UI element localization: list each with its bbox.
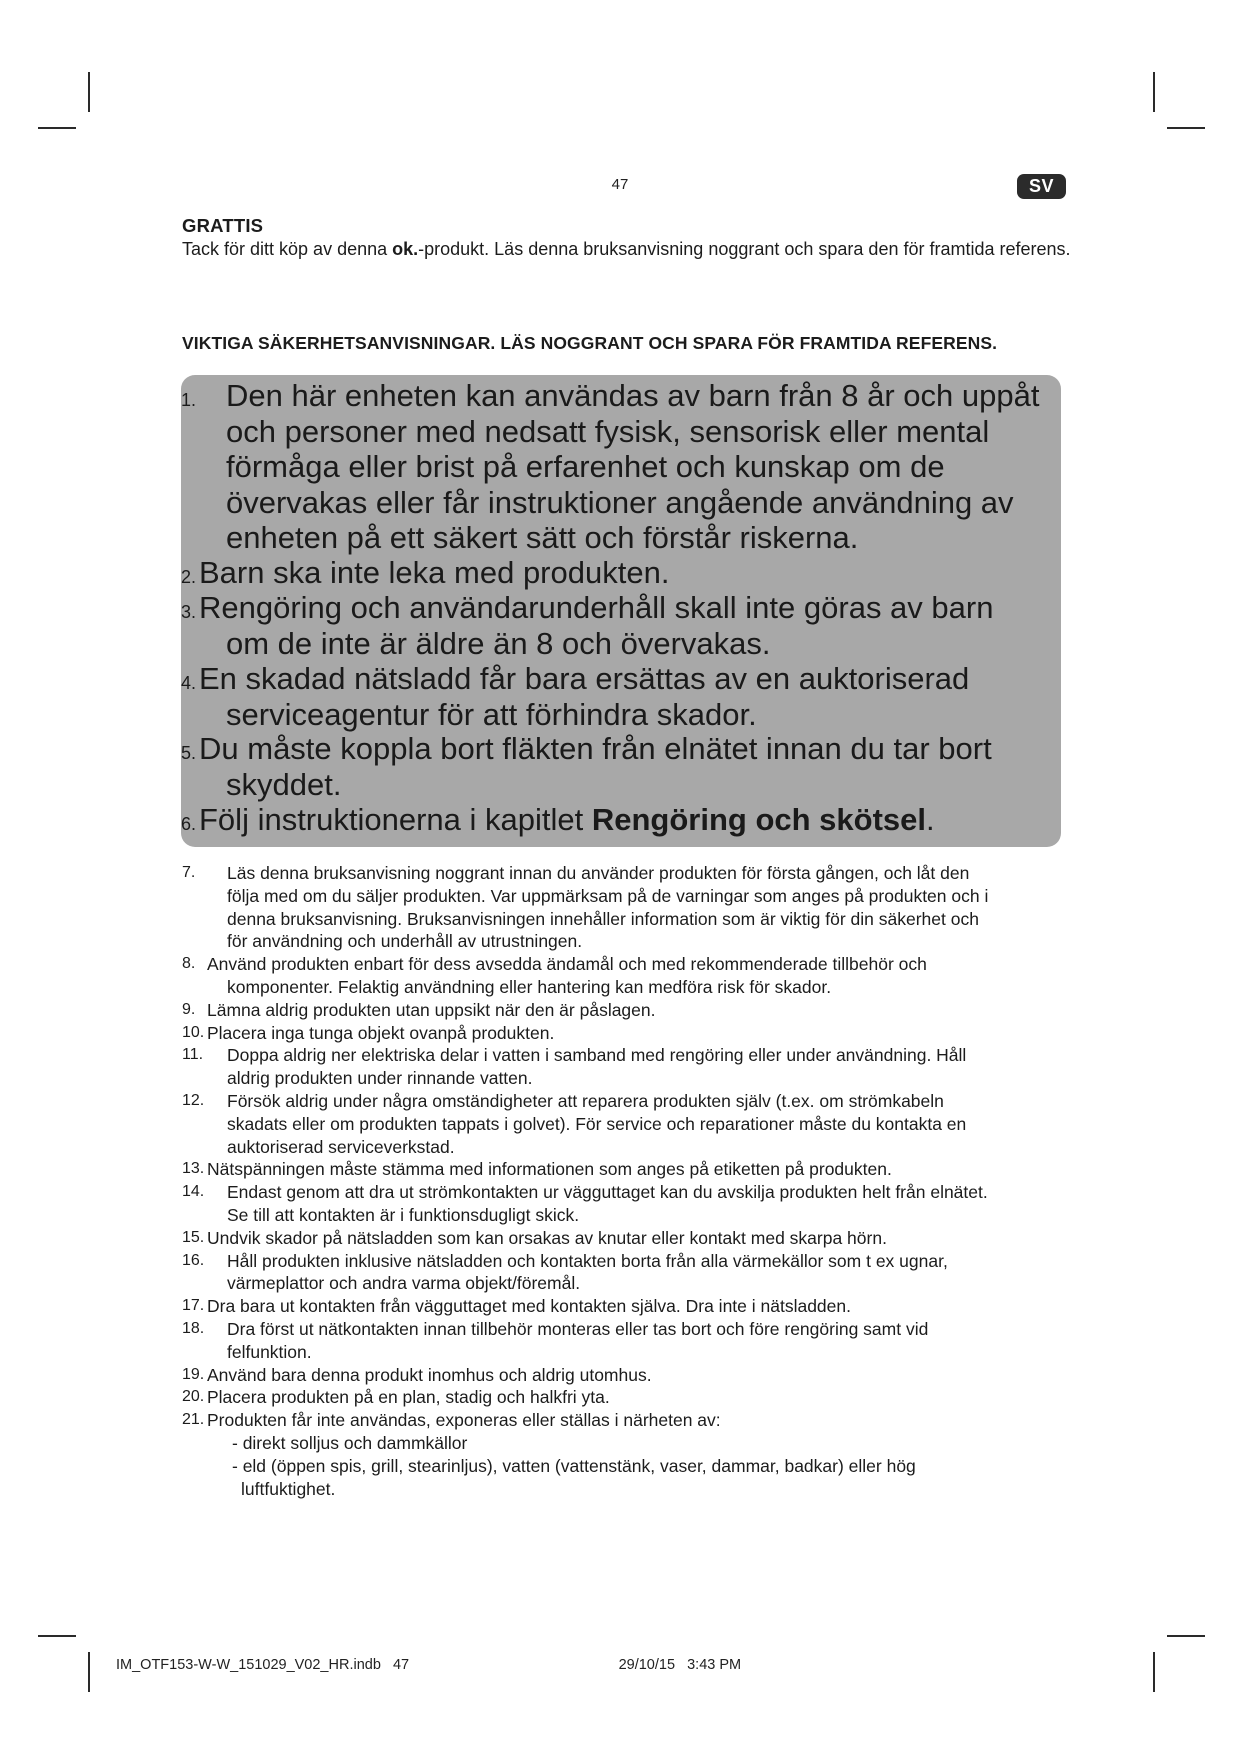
warning-line: övervakas eller får instruktioner angående användning av	[226, 484, 1014, 520]
item-line: följa med om du säljer produkten. Var uppmärksam på de varningar som anges på produkten och i	[227, 885, 989, 906]
item-line: Undvik skador på nätsladden som kan orsakas av knutar eller kontakt med skarpa hörn.	[207, 1227, 887, 1248]
intro-text: -produkt. Läs denna bruksanvisning noggrant och spara den för framtida referens.	[418, 239, 1071, 259]
intro-paragraph	[182, 238, 1072, 261]
warning-line: Den här enheten kan användas av barn från 8 år och uppåt	[226, 378, 1040, 413]
warning-line: om de inte är äldre än 8 och övervakas.	[226, 625, 771, 661]
warning-text	[199, 802, 935, 838]
sub-item	[207, 1432, 1067, 1455]
warning-line: Följ instruktionerna i kapitlet	[199, 802, 592, 837]
warning-number: 3.	[181, 602, 197, 622]
item-text	[182, 1250, 1067, 1296]
item-number: 18.	[182, 1319, 205, 1337]
warning-text	[199, 555, 669, 591]
item-number: 11.	[182, 1046, 204, 1064]
warning-box	[181, 375, 1061, 847]
item-line: Dra först ut nätkontakten innan tillbehör monteras eller tas bort och före rengöring samt vid	[227, 1318, 929, 1339]
item-line: Läs denna bruksanvisning noggrant innan du använder produkten för första gången, och låt den	[227, 863, 970, 883]
warning-line: serviceagentur för att förhindra skador.	[226, 696, 757, 732]
item-line: Se till att kontakten är i funktionsdugligt skick.	[227, 1204, 580, 1225]
page-number: 47	[611, 176, 629, 193]
item-line: Använd produkten enbart för dess avsedda ändamål och med rekommenderade tillbehör och	[207, 954, 927, 975]
item-line: aldrig produkten under rinnande vatten.	[227, 1068, 533, 1089]
item-number: 15.	[182, 1228, 205, 1246]
item-line: Använd bara denna produkt inomhus och aldrig utomhus.	[207, 1364, 652, 1385]
warning-number: 6.	[181, 814, 197, 834]
list-item	[182, 1364, 1067, 1387]
warning-number: 5.	[181, 743, 197, 763]
item-line: komponenter. Felaktig användning eller hantering kan medföra risk för skador.	[227, 976, 832, 997]
item-line: - direkt solljus och dammkällor	[232, 1432, 468, 1453]
item-line: Lämna aldrig produkten utan uppsikt när den är påslagen.	[207, 999, 656, 1020]
warning-line: Du måste koppla bort fläkten från elnätet innan du tar bort	[199, 731, 992, 766]
item-number: 17.	[182, 1297, 205, 1315]
warning-item	[181, 731, 992, 802]
crop-mark	[88, 72, 90, 112]
list-item	[182, 953, 1067, 999]
item-text	[182, 1022, 1067, 1045]
warning-number: 1.	[181, 390, 197, 410]
warning-text	[199, 661, 969, 732]
item-text	[182, 862, 1067, 953]
list-item	[182, 1409, 1067, 1500]
item-line: Doppa aldrig ner elektriska delar i vatten i samband med rengöring eller under användning. Håll	[227, 1045, 967, 1066]
warning-text	[226, 378, 1061, 556]
warning-line: Barn ska inte leka med produkten.	[199, 555, 670, 590]
warning-line: En skadad nätsladd får bara ersättas av en auktoriserad	[199, 661, 970, 696]
item-line: auktoriserad serviceverkstad.	[227, 1136, 455, 1157]
warning-line: förmåga eller brist på erfarenhet och kunskap om de	[226, 449, 945, 484]
item-text	[182, 1295, 1067, 1318]
item-line: Placera produkten på en plan, stadig och halkfri yta.	[207, 1387, 610, 1408]
warning-item	[181, 555, 669, 591]
language-badge: SV	[1017, 174, 1066, 199]
item-text	[182, 1364, 1067, 1387]
list-item	[182, 1181, 1067, 1227]
crop-mark	[1153, 1652, 1155, 1692]
item-text	[182, 1158, 1067, 1181]
item-line: - eld (öppen spis, grill, stearinljus), vatten (vattenstänk, vaser, dammar, badkar) eller hög	[232, 1455, 916, 1476]
safety-heading: VIKTIGA SÄKERHETSANVISNINGAR. LÄS NOGGRANT OCH SPARA FÖR FRAMTIDA REFERENS.	[182, 333, 998, 353]
item-line: värmeplattor och andra varma objekt/föremål.	[227, 1273, 581, 1294]
warning-number: 4.	[181, 673, 197, 693]
crop-mark	[38, 1635, 76, 1637]
warning-number: 2.	[181, 567, 197, 587]
item-number: 21.	[182, 1411, 205, 1429]
list-item	[182, 1022, 1067, 1045]
item-number: 10.	[182, 1023, 205, 1041]
item-line: skadats eller om produkten tappats i golvet). För service och reparationer måste du kontakta en	[227, 1113, 967, 1134]
warning-item	[181, 378, 1061, 556]
item-line: Endast genom att dra ut strömkontakten ur vägguttaget kan du avskilja produkten helt från elnätet.	[227, 1182, 988, 1203]
item-number: 9.	[182, 1000, 196, 1018]
warning-line: skyddet.	[226, 766, 342, 802]
item-line: Placera inga tunga objekt ovanpå produkten.	[207, 1022, 555, 1043]
chapter-reference: Rengöring och skötsel	[591, 802, 927, 837]
item-text	[182, 1409, 1067, 1500]
list-item	[182, 1295, 1067, 1318]
item-line: för användning och underhåll av utrustningen.	[227, 931, 583, 952]
warning-text	[199, 590, 993, 661]
warning-line: och personer med nedsatt fysisk, sensorisk eller mental	[226, 413, 990, 449]
item-line: Håll produkten inklusive nätsladden och kontakten borta från alla värmekällor som t ex ugnar,	[227, 1250, 948, 1271]
item-line: Nätspänningen måste stämma med informationen som anges på etiketten på produkten.	[207, 1159, 892, 1180]
item-number: 13.	[182, 1160, 205, 1178]
warning-line: enheten på ett säkert sätt och förstår riskerna.	[226, 520, 859, 555]
warning-text	[199, 731, 992, 802]
item-number: 7.	[182, 864, 196, 881]
item-number: 8.	[182, 955, 196, 973]
brand-name: ok.	[392, 239, 419, 259]
crop-mark	[88, 1652, 90, 1692]
sub-item	[207, 1455, 1067, 1501]
item-line: felfunktion.	[227, 1341, 312, 1362]
list-item	[182, 1044, 1067, 1090]
item-line: denna bruksanvisning. Bruksanvisningen innehåller information som är viktig för din säkerhet och	[227, 908, 979, 929]
warning-line: .	[926, 802, 935, 837]
list-item	[182, 862, 1067, 953]
list-item	[182, 1090, 1067, 1158]
instruction-list	[182, 862, 1067, 1500]
warning-item	[181, 661, 969, 732]
item-line: Produkten får inte användas, exponeras eller ställas i närheten av:	[207, 1410, 721, 1431]
crop-mark	[1153, 72, 1155, 112]
list-item	[182, 1158, 1067, 1181]
item-text	[182, 1318, 1067, 1364]
intro-text: Tack för ditt köp av denna	[182, 239, 393, 259]
section-heading: GRATTIS	[182, 215, 264, 236]
item-number: 19.	[182, 1365, 205, 1383]
item-number: 12.	[182, 1091, 205, 1109]
item-line: Försök aldrig under några omständigheter att reparera produkten själv (t.ex. om strömkabeln	[227, 1090, 944, 1111]
item-text	[182, 1090, 1067, 1158]
crop-mark	[38, 127, 76, 129]
list-item	[182, 999, 1067, 1022]
item-number: 16.	[182, 1251, 205, 1269]
list-item	[182, 1250, 1067, 1296]
warning-item	[181, 590, 993, 661]
item-text	[182, 1181, 1067, 1227]
item-text	[182, 999, 1067, 1022]
item-line: luftfuktighet.	[241, 1478, 336, 1499]
item-text	[182, 1227, 1067, 1250]
warning-item	[181, 802, 935, 838]
item-number: 14.	[182, 1183, 205, 1201]
item-text	[182, 1386, 1067, 1409]
list-item	[182, 1318, 1067, 1364]
item-number: 20.	[182, 1388, 205, 1406]
print-footer: IM_OTF153-W-W_151029_V02_HR.indb 47 29/10/15 3:43 PM	[116, 1657, 742, 1673]
crop-mark	[1167, 1635, 1205, 1637]
list-item	[182, 1386, 1067, 1409]
list-item	[182, 1227, 1067, 1250]
item-text	[182, 953, 1067, 999]
crop-mark	[1167, 127, 1205, 129]
item-text	[182, 1044, 1067, 1090]
item-line: Dra bara ut kontakten från vägguttaget med kontakten själva. Dra inte i nätsladden.	[207, 1296, 851, 1317]
warning-line: Rengöring och användarunderhåll skall inte göras av barn	[199, 590, 994, 625]
